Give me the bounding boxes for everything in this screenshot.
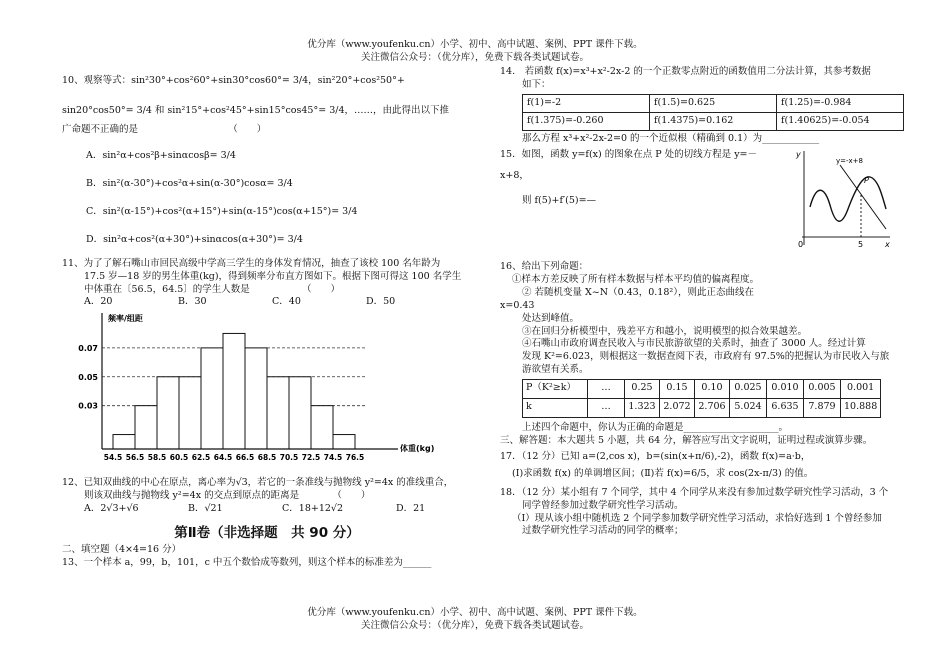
question-15 (500, 149, 910, 257)
q10-option-d: D．sin²α+cos²(α+30°)+sinαcos(α+30°)= 3/4 (86, 234, 303, 245)
q15-line-3: 则 f(5)+f′(5)=— (522, 195, 597, 207)
question-12 (62, 477, 472, 515)
page-footer (0, 606, 950, 632)
table-cell: 2.072 (660, 398, 695, 417)
q10-options (62, 142, 472, 254)
y-tick-label: 0.07 (78, 344, 98, 354)
table-cell: 0.25 (625, 379, 660, 398)
x-tick-label: 54.5 (103, 453, 123, 463)
q15-tangent-label: y=-x+8 (836, 157, 863, 166)
table-cell: 5.024 (730, 398, 767, 417)
right-column (500, 66, 910, 538)
q10-line-3: 广命题不正确的是 （ ） (62, 124, 267, 135)
table-cell: … (588, 398, 625, 417)
table-cell: 1.323 (625, 398, 660, 417)
table-cell: 0.010 (767, 379, 804, 398)
q15-function-graph (792, 145, 892, 249)
q16-item-2: ② 若随机变量 X~N（0.43，0.18²），则此正态曲线在 (522, 287, 754, 299)
table-cell: f(1.40625)=-0.054 (777, 112, 904, 130)
q15-y-axis-label: y (796, 150, 801, 160)
q12-options (62, 503, 472, 516)
q11-line-1: 11、为了了解石嘴山市回民高级中学高三学生的身体发育情况，抽查了该校 100 名年龄为 (62, 258, 441, 269)
page-header (0, 38, 950, 64)
q18-line-2: 同学曾经参加过数学研究性学习活动。 (522, 499, 684, 511)
table-cell: f(1.4375)=0.162 (650, 112, 777, 130)
q11-option-c: C．40 (272, 296, 301, 308)
x-tick-label: 68.5 (257, 453, 277, 463)
table-cell: f(1)=-2 (523, 94, 650, 112)
x-tick-label: 60.5 (169, 453, 189, 463)
x-tick-label: 70.5 (279, 453, 299, 463)
x-tick-label: 66.5 (235, 453, 255, 463)
q12-option-c: C．18+12√2 (282, 502, 344, 514)
table-row (523, 379, 881, 398)
histogram-bar (135, 406, 157, 449)
fill-in-heading: 二、填空题（4×4=16 分） (62, 543, 182, 555)
footer-line-2: 关注微信公众号：（优分库），免费下载各类试题试卷。 (360, 620, 589, 631)
q15-point-label: P (864, 176, 869, 186)
question-13: 13、一个样本 a，99，b，101，c 中五个数恰成等数列，则这个样本的标准差为______ (62, 556, 432, 568)
histogram-bar (289, 377, 311, 449)
table-cell: f(1.25)=-0.984 (777, 94, 904, 112)
x-axis-label: 体重(kg) (400, 444, 435, 454)
q11-option-d: D．50 (366, 296, 396, 308)
y-axis-label: 频率/组距 (108, 314, 143, 324)
x-tick-label: 58.5 (147, 453, 167, 463)
table-cell: 0.025 (730, 379, 767, 398)
q14-line-3: 那么方程 x³+x²-2x-2=0 的一个近似根（精确到 0.1）为____________ (522, 132, 820, 144)
q18-line-3: （Ⅰ）现从该小组中随机选 2 个同学参加数学研究性学习活动，求恰好选到 1 个曾经参加 (512, 512, 882, 524)
q12-line-1: 12、已知双曲线的中心在原点，离心率为√3，若它的一条准线与抛物线 y²=4x 的准线重合， (62, 477, 454, 489)
header-line-1: 优分库（www.youfenku.cn）小学、初中、高中试题、案例、PPT 课件下载。 (307, 39, 643, 50)
q15-curve (810, 177, 886, 221)
part-2-title: 第Ⅱ卷（非选择题 共 90 分） (174, 524, 360, 541)
x-tick-label: 72.5 (301, 453, 321, 463)
histogram-bar (223, 334, 245, 450)
q14-line-1: 14. 若函数 f(x)=x³+x²-2x-2 的一个正数零点附近的函数值用二分法计算，其参考数据 (500, 66, 871, 77)
histogram-bar (157, 377, 179, 449)
x-tick-label: 76.5 (345, 453, 365, 463)
header-line-2: 关注微信公众号：（优分库），免费下载各类试题试卷。 (360, 52, 589, 63)
table-cell: 0.005 (804, 379, 841, 398)
table-cell: f(1.375)=-0.260 (523, 112, 650, 130)
histogram-bar (113, 435, 135, 449)
q14-table (522, 94, 904, 131)
q12-option-b: B．√21 (188, 502, 223, 514)
table-cell: 6.635 (767, 398, 804, 417)
table-row (523, 94, 904, 112)
q16-item-3: ③在回归分析模型中，残差平方和越小，说明模型的拟合效果越差。 (522, 325, 808, 337)
q12-option-d: D．21 (396, 502, 426, 514)
q15-origin-label: 0 (798, 240, 804, 250)
table-cell: 0.001 (841, 379, 881, 398)
q16-end: 上述四个命题中，你认为正确的命题是____________________。 (522, 421, 789, 433)
frequency-histogram (62, 311, 472, 471)
table-cell: 0.10 (695, 379, 730, 398)
q15-x-axis-label: x (885, 240, 890, 250)
q10-option-b: B．sin²(α-30°)+cos²α+sin(α-30°)cosα= 3/4 (86, 178, 293, 189)
table-cell: 0.15 (660, 379, 695, 398)
q16-item-4-end: 游欲望有关系。 (522, 363, 589, 375)
table-cell: 10.888 (841, 398, 881, 417)
x-tick-label: 64.5 (213, 453, 233, 463)
q17-line-1: 17．（12 分）已知 a=(2,cos x)，b=(sin(x+π/6),-2)，函数 f(x)=a·b， (500, 451, 811, 463)
y-tick-label: 0.05 (78, 373, 98, 383)
table-cell: … (588, 379, 625, 398)
histogram-bar (201, 348, 223, 449)
table-cell: f(1.5)=0.625 (650, 94, 777, 112)
x-tick-label: 56.5 (125, 453, 145, 463)
question-10 (62, 66, 472, 254)
q12-line-2: 则该双曲线与抛物线 y²=4x 的交点到原点的距离是 （ ） (84, 490, 371, 502)
q15-line-1: 15．如图，函数 y=f(x) 的图象在点 P 处的切线方程是 y=－ (500, 149, 758, 161)
q16-item-2-cont: x=0.43 (500, 299, 535, 311)
q10-line-1: 10、观察等式：sin²30°+cos²60°+sin30°cos60°= 3/4，sin²20°+cos²50°+ (62, 75, 405, 86)
histogram-bar (311, 406, 333, 449)
q16-item-2-end: 处达到峰值。 (522, 312, 580, 324)
histogram-bar (267, 377, 289, 449)
q18-line-4: 过数学研究性学习活动的同学的概率； (522, 525, 684, 537)
q16-item-4-cont: 发现 K²=6.023，则根据这一数据查阅下表，市政府有 97.5%的把握认为市民收入与旅 (522, 351, 890, 363)
q11-line-3: 中体重在〔56.5，64.5〕的学生人数是 （ ） (84, 283, 341, 295)
q11-line-2: 17.5 岁—18 岁的男生体重(kg)，得到频率分布直方图如下。根据下图可得这 100 名学生 (84, 270, 462, 282)
q18-line-1: 18．（12 分）某小组有 7 个同学，其中 4 个同学从来没有参加过数学研究性学习活动，3 个 (500, 487, 889, 498)
left-column (62, 66, 472, 570)
q14-line-2: 如下： (522, 78, 551, 90)
q16-item-4: ④石嘴山市政府调查民收入与市民旅游欲望的关系时，抽查了 3000 人。经过计算 (522, 338, 866, 350)
q11-option-a: A．20 (84, 296, 113, 308)
table-cell: 7.879 (804, 398, 841, 417)
footer-line-1: 优分库（www.youfenku.cn）小学、初中、高中试题、案例、PPT 课件下载。 (307, 607, 643, 618)
answer-heading: 三、解答题：本大题共 5 小题，共 64 分，解答应写出文字说明，证明过程或演算步骤。 (500, 434, 873, 446)
q16-title: 16、给出下列命题： (500, 261, 589, 273)
question-16 (500, 261, 910, 434)
y-tick-label: 0.03 (78, 401, 98, 411)
q16-item-1: ①样本方差反映了所有样本数据与样本平均值的偏离程度。 (512, 274, 760, 286)
q12-option-a: A．2√3+√6 (84, 502, 139, 514)
histogram-bar (333, 435, 355, 449)
q17-line-2: (Ⅰ)求函数 f(x) 的单调增区间；(Ⅱ)若 f(x)=6/5，求 cos(2x-π/3) 的值。 (512, 468, 814, 480)
x-tick-label: 62.5 (191, 453, 211, 463)
table-cell: P（K²≥k） (523, 379, 588, 398)
table-row (523, 112, 904, 130)
q10-line-2: sin20°cos50°= 3/4 和 sin²15°+cos²45°+sin15°cos45°= 3/4，……，由此得出以下推 (62, 105, 449, 116)
q15-x-tick-label: 5 (858, 240, 864, 250)
question-11 (62, 258, 472, 309)
q10-option-c: C．sin²(α-15°)+cos²(α+15°)+sin(α-15°)cos(α+15°)= 3/4 (86, 206, 358, 217)
x-tick-label: 74.5 (323, 453, 343, 463)
table-cell: 2.706 (695, 398, 730, 417)
table-cell: k (523, 398, 588, 417)
q16-table (522, 379, 881, 418)
histogram-bar (245, 348, 267, 449)
q10-option-a: A．sin²α+cos²β+sinαcosβ= 3/4 (86, 150, 236, 161)
q15-tangent-line (840, 165, 886, 229)
q15-line-2: x+8， (500, 170, 529, 182)
q11-options (62, 296, 472, 309)
histogram-bar (179, 377, 201, 449)
table-row (523, 398, 881, 417)
q11-option-b: B．30 (178, 296, 207, 308)
